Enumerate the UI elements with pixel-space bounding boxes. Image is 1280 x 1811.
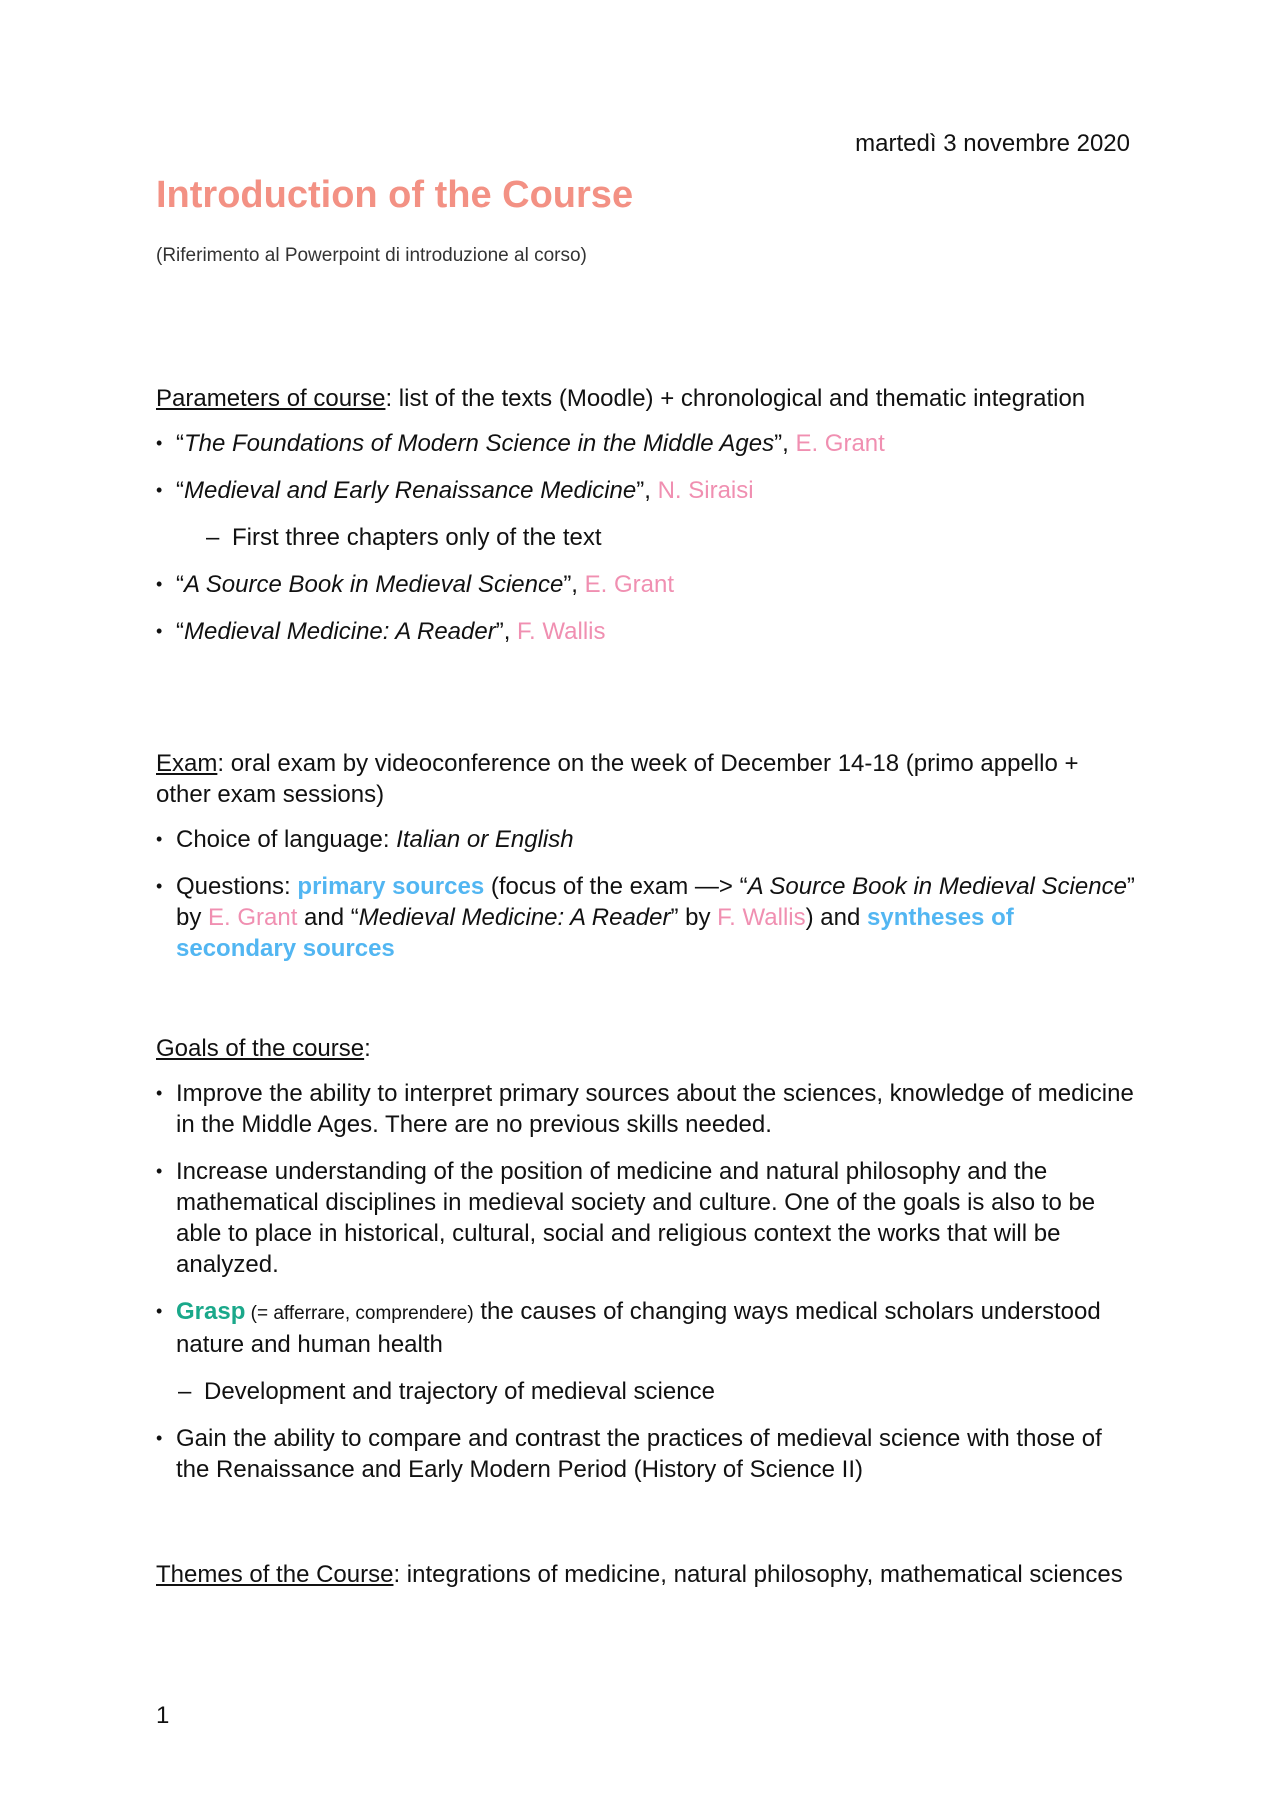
list-item: • Increase understanding of the position of medicine and natural philosophy and the mathematical disciplines in medieval society and culture. One of the goals is also to be able to place in historical, cultural, social and religious context the works that will be analyzed.: [156, 1156, 1136, 1280]
book-author: F. Wallis: [517, 618, 606, 645]
goals-heading: Goals of the course: [156, 1035, 365, 1062]
book-title: The Foundations of Modern Science in the Middle Ages: [184, 430, 775, 457]
primary-sources-highlight: primary sources: [297, 873, 485, 900]
exam-paragraph: [156, 748, 1136, 810]
list-item: • “Medieval Medicine: A Reader”, F. Wallis: [156, 616, 1136, 647]
list-item: • Questions: primary sources (focus of the exam —> “A Source Book in Medieval Science” by E. Grant and “Medieval Medicine: A Reader” by F. Wallis) and syntheses of secondary sources: [156, 871, 1136, 964]
grasp-note: (= afferrare, comprendere): [245, 1303, 474, 1324]
page-number: 1: [156, 1702, 170, 1729]
book-title: Medieval Medicine: A Reader: [184, 618, 496, 645]
exam-list: [156, 824, 1136, 964]
date: martedì 3 novembre 2020: [855, 130, 1130, 157]
list-item: • Grasp (= afferrare, comprendere) the causes of changing ways medical scholars understood nature and human health: [156, 1296, 1136, 1360]
book-list: [156, 428, 1136, 647]
book-author: E. Grant: [584, 571, 675, 598]
list-item: • “The Foundations of Modern Science in the Middle Ages”, E. Grant: [156, 428, 1136, 459]
secondary-sources-highlight: syntheses of secondary sources: [176, 904, 1014, 962]
list-item: • Improve the ability to interpret primary sources about the sciences, knowledge of medicine in the Middle Ages. There are no previous skills needed.: [156, 1078, 1136, 1140]
book-author: E. Grant: [795, 430, 885, 457]
book-author: N. Siraisi: [657, 477, 754, 504]
page-title: Introduction of the Course: [156, 174, 634, 216]
sub-note: Development and trajectory of medieval science: [204, 1378, 715, 1405]
list-item: – Development and trajectory of medieval science: [178, 1378, 715, 1405]
parameters-text: : list of the texts (Moodle) + chronological and thematic integration: [385, 385, 1086, 412]
list-item: • Choice of language: Italian or English: [156, 824, 1136, 855]
subtitle: (Riferimento al Powerpoint di introduzione al corso): [156, 245, 587, 266]
parameters-heading: Parameters of course: [156, 385, 386, 412]
exam-text: : oral exam by videoconference on the week of December 14-18 (primo appello + other exam sessions): [156, 750, 1079, 808]
themes-heading: Themes of the Course: [156, 1561, 394, 1588]
book-title: A Source Book in Medieval Science: [184, 571, 564, 598]
book-title: Medieval and Early Renaissance Medicine: [184, 477, 637, 504]
exam-section: [156, 748, 1136, 964]
themes-section: [156, 1559, 1136, 1590]
goals-section: [156, 1033, 1136, 1485]
sub-note: First three chapters only of the text: [232, 524, 602, 551]
list-item: – First three chapters only of the text: [206, 524, 602, 551]
list-item: • “Medieval and Early Renaissance Medicine”, N. Siraisi: [156, 475, 1136, 506]
parameters-section: [156, 383, 1136, 647]
parameters-paragraph: [156, 383, 1136, 414]
list-item: • “A Source Book in Medieval Science”, E. Grant: [156, 569, 1136, 600]
themes-text: : integrations of medicine, natural philosophy, mathematical sciences: [393, 1561, 1123, 1588]
list-item: • Gain the ability to compare and contrast the practices of medieval science with those of the Renaissance and Early Modern Period (History of Science II): [156, 1423, 1136, 1485]
goals-list: [156, 1078, 1136, 1485]
goals-paragraph: Goals of the course:: [156, 1035, 371, 1062]
exam-heading: Exam: [156, 750, 218, 777]
grasp-highlight: Grasp: [176, 1298, 246, 1325]
language-value: Italian or English: [396, 826, 574, 853]
